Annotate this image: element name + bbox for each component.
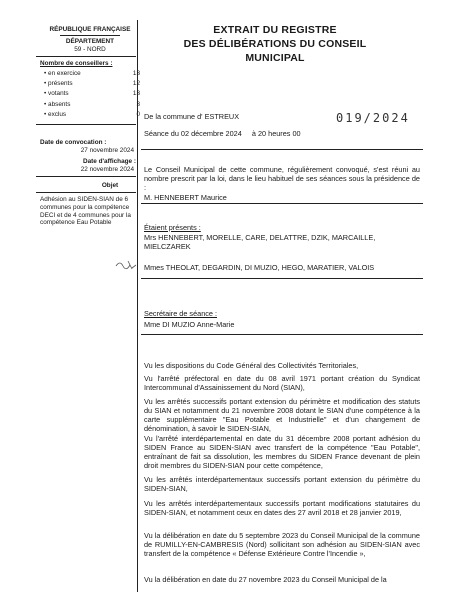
count-label: • présents xyxy=(44,80,73,88)
title-line-1: EXTRAIT DU REGISTRE xyxy=(213,24,337,36)
count-row xyxy=(44,111,140,121)
count-value: 13 xyxy=(132,70,140,77)
department-label: DÉPARTEMENT xyxy=(65,38,115,45)
paragraph: Vu les arrêtés successifs portant extension du périmètre et modification des statuts du SIAN et notamment du 21 novembre 2008 dotant le SIAN d'une compétence à la carte supplémentaire "Eau Potable et Industrielle" et d'un changement de dénomination, à savoir le SIDEN-SIAN, xyxy=(144,397,420,433)
presents-men: Mrs HENNEBERT, MORELLE, CARE, DELATTRE, DZIK, MARCAILLE, MIELCZAREK xyxy=(144,233,376,251)
intro-text: Le Conseil Municipal de cette commune, régulièrement convoqué, s'est réuni au nombre prescrit par la loi, dans le lieu habituel de ses séances sous la présidence de : xyxy=(144,165,420,192)
count-row xyxy=(44,80,140,90)
presents-women: Mmes THEOLAT, DEGARDIN, DI MUZIO, HEGO, MARATIER, VALOIS xyxy=(144,263,375,272)
councillor-counts xyxy=(44,70,140,121)
count-value: 3 xyxy=(136,100,140,108)
count-label: • en exercice xyxy=(44,70,81,77)
seance-line: Séance du 02 décembre 2024 à 20 heures 00 xyxy=(144,129,301,138)
commune-line: De la commune d' ESTREUX xyxy=(144,112,240,121)
count-label: • absents xyxy=(44,100,71,108)
count-label: • exclus xyxy=(44,110,67,118)
paragraph: Vu les dispositions du Code Général des Collectivités Territoriales, xyxy=(144,361,359,370)
count-label: • votants xyxy=(44,90,69,98)
scribble-mark xyxy=(114,258,138,272)
paragraph: Vu l'arrêté préfectoral en date du 08 avril 1971 portant création du Syndicat Intercommunal d'Assainissement du Nord (SIAN), xyxy=(144,374,420,392)
registration-stamp: 019/2024 xyxy=(336,111,410,125)
department-value: 59 - NORD xyxy=(74,46,106,53)
convocation-label: Date de convocation : xyxy=(40,139,107,146)
count-row xyxy=(44,101,140,111)
title-line-3: MUNICIPAL xyxy=(245,52,305,64)
paragraph: Vu la délibération en date du 27 novembre 2023 du Conseil Municipal de la xyxy=(144,575,387,584)
title-line-2: DES DÉLIBÉRATIONS DU CONSEIL xyxy=(183,38,367,50)
affichage-date: 22 novembre 2024 xyxy=(80,166,134,173)
councillors-heading: Nombre de conseillers : xyxy=(40,60,113,67)
paragraph: Vu la délibération en date du 5 septembre 2023 du Conseil Municipal de la commune de RUMILLY-EN-CAMBRESIS (Nord) sollicitant son adhésion au SIDEN-SIAN avec transfert de la compétence « Défense Extérieure Contre l'Incendie », xyxy=(144,531,420,558)
president-name: M. HENNEBERT Maurice xyxy=(144,193,227,202)
count-row xyxy=(44,70,140,80)
republic-label: RÉPUBLIQUE FRANÇAISE xyxy=(49,26,131,33)
count-value: 13 xyxy=(132,90,140,98)
paragraph: Vu les arrêtés interdépartementaux successifs portant extension du périmètre du SIDEN-SIAN, xyxy=(144,475,420,493)
secretary-label: Secrétaire de séance : xyxy=(144,309,218,318)
paragraph: Vu l'arrêté interdépartemental en date du 31 décembre 2008 portant adhésion du SIDEN France au SIDEN-SIAN avec transfert de la compétence "Eau Potable", entraînant de fait sa dissolution, les membres du SIDEN France devenant de plein droit membres du SIDEN-SIAN pour cette compétence, xyxy=(144,434,420,470)
count-value: 0 xyxy=(136,110,140,118)
count-value: 12 xyxy=(132,80,140,88)
convocation-date: 27 novembre 2024 xyxy=(80,147,134,154)
presents-label: Étaient présents : xyxy=(144,223,201,232)
count-row xyxy=(44,90,140,100)
affichage-label: Date d'affichage : xyxy=(82,158,136,165)
paragraph: Vu les arrêtés interdépartementaux successifs portant modifications statutaires du SIDEN-SIAN, et notamment ceux en dates des 27 avril 2018 et 28 janvier 2019, xyxy=(144,499,420,517)
secretary-name: Mme DI MUZIO Anne-Marie xyxy=(144,320,235,329)
object-label: Objet xyxy=(101,182,119,189)
object-text: Adhésion au SIDEN-SIAN de 6 communes pour la compétence DECI et de 4 communes pour la compétence Eau Potable xyxy=(40,196,131,227)
